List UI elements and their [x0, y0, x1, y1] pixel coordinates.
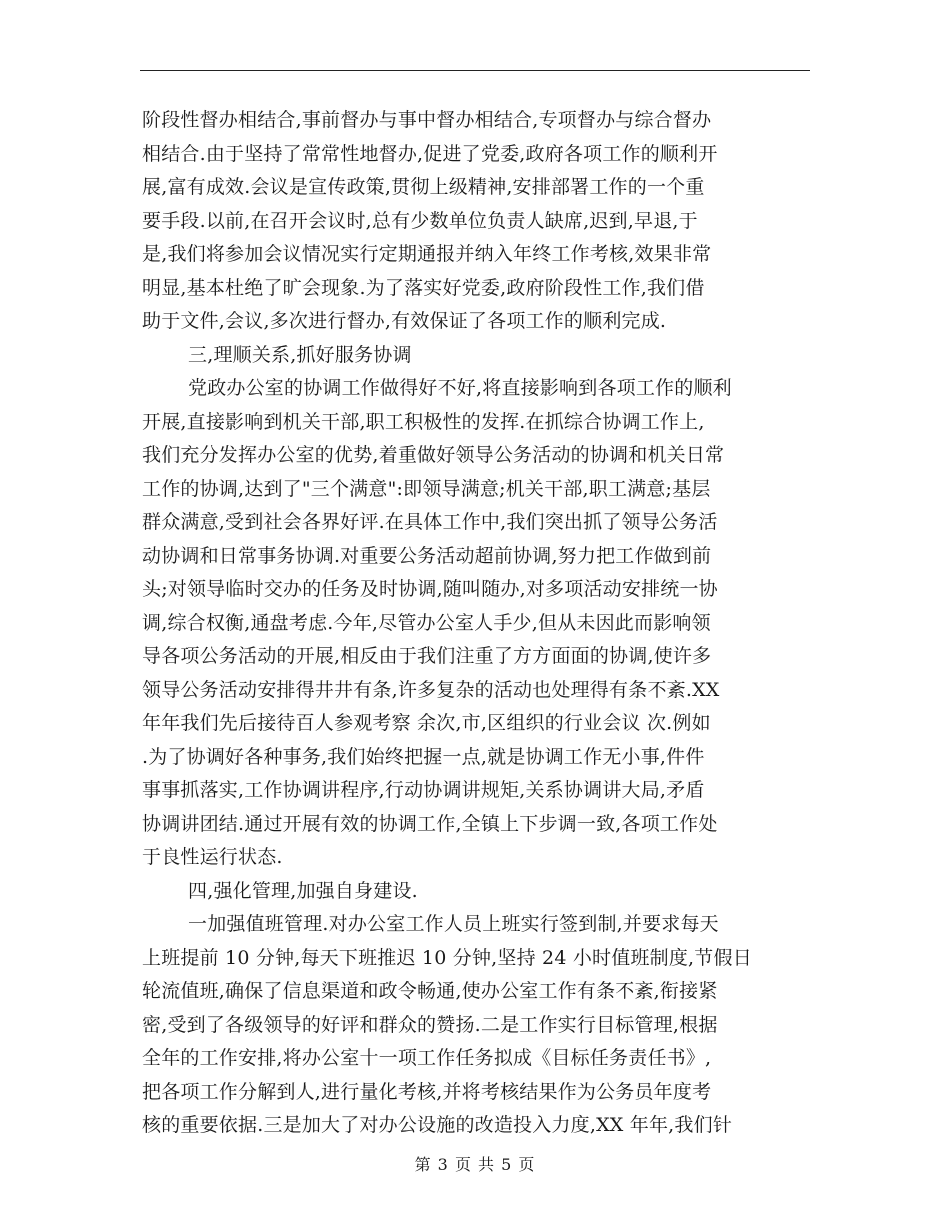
text-line: 明显,基本杜绝了旷会现象.为了落实好党委,政府阶段性工作,我们借	[142, 276, 705, 299]
text-line: 开展,直接影响到机关干部,职工积极性的发挥.在抓综合协调工作上,	[142, 410, 705, 433]
text-line: 调,综合权衡,通盘考虑.今年,尽管办公室人手少,但从未因此而影响领	[142, 611, 711, 634]
text-line: 把各项工作分解到人,进行量化考核,并将考核结果作为公务员年度考	[142, 1080, 712, 1103]
text-line: 年年我们先后接待百人参观考察 余次,市,区组织的行业会议 次.例如	[142, 712, 711, 734]
text-line: 头;对领导临时交办的任务及时协调,随叫随办,对多项活动安排统一协	[142, 578, 718, 600]
text-line: 协调讲团结.通过开展有效的协调工作,全镇上下步调一致,各项工作处	[142, 812, 718, 835]
text-line: 四,强化管理,加强自身建设.	[188, 879, 418, 902]
header-rule	[140, 70, 810, 71]
text-line: 动协调和日常事务协调.对重要公务活动超前协调,努力把工作做到前	[142, 544, 712, 567]
text-line: 我们充分发挥办公室的优势,着重做好领导公务活动的协调和机关日常	[142, 444, 725, 466]
text-line: 事事抓落实,工作协调讲程序,行动协调讲规矩,关系协调讲大局,矛盾	[142, 779, 705, 801]
text-line: 阶段性督办相结合,事前督办与事中督办相结合,专项督办与综合督办	[142, 109, 712, 131]
text-line: 轮流值班,确保了信息渠道和政令畅通,使办公室工作有条不紊,衔接紧	[142, 980, 718, 1002]
text-line: 导各项公务活动的开展,相反由于我们注重了方方面面的协调,使许多	[142, 645, 712, 667]
text-line: 核的重要依据.三是加大了对办公设施的改造投入力度,XX 年年,我们针	[142, 1114, 733, 1136]
text-line: 党政办公室的协调工作做得好不好,将直接影响到各项工作的顺利	[188, 377, 732, 399]
document-body	[142, 104, 814, 1143]
text-line: 全年的工作安排,将办公室十一项工作任务拟成《目标任务责任书》,	[142, 1047, 712, 1069]
page-number-footer: 第 3 页 共 5 页	[414, 1155, 536, 1174]
text-line: 于良性运行状态.	[142, 846, 283, 868]
text-line: 助于文件,会议,多次进行督办,有效保证了各项工作的顺利完成.	[142, 310, 667, 332]
text-line: 领导公务活动安排得井井有条,许多复杂的活动也处理得有条不紊.XX	[142, 678, 720, 701]
text-line: 三,理顺关系,抓好服务协调	[188, 343, 412, 366]
text-line: 相结合.由于坚持了常常性地督办,促进了党委,政府各项工作的顺利开	[142, 142, 718, 165]
text-line: 群众满意,受到社会各界好评.在具体工作中,我们突出抓了领导公务活	[142, 511, 718, 533]
text-line: 密,受到了各级领导的好评和群众的赞扬.二是工作实行目标管理,根据	[142, 1013, 718, 1036]
text-line: .为了协调好各种事务,我们始终把握一点,就是协调工作无小事,件件	[142, 745, 705, 768]
text-line: 一加强值班管理.对办公室工作人员上班实行签到制,并要求每天	[188, 913, 719, 935]
text-line: 展,富有成效.会议是宣传政策,贯彻上级精神,安排部署工作的一个重	[142, 176, 705, 198]
text-line: 要手段.以前,在召开会议时,总有少数单位负责人缺席,迟到,早退,于	[142, 209, 698, 232]
text-line: 是,我们将参加会议情况实行定期通报并纳入年终工作考核,效果非常	[142, 243, 712, 265]
text-line: 工作的协调,达到了"三个满意":即领导满意;机关干部,职工满意;基层	[142, 477, 711, 500]
text-line: 上班提前 10 分钟,每天下班推迟 10 分钟,坚持 24 小时值班制度,节假日	[142, 946, 752, 969]
